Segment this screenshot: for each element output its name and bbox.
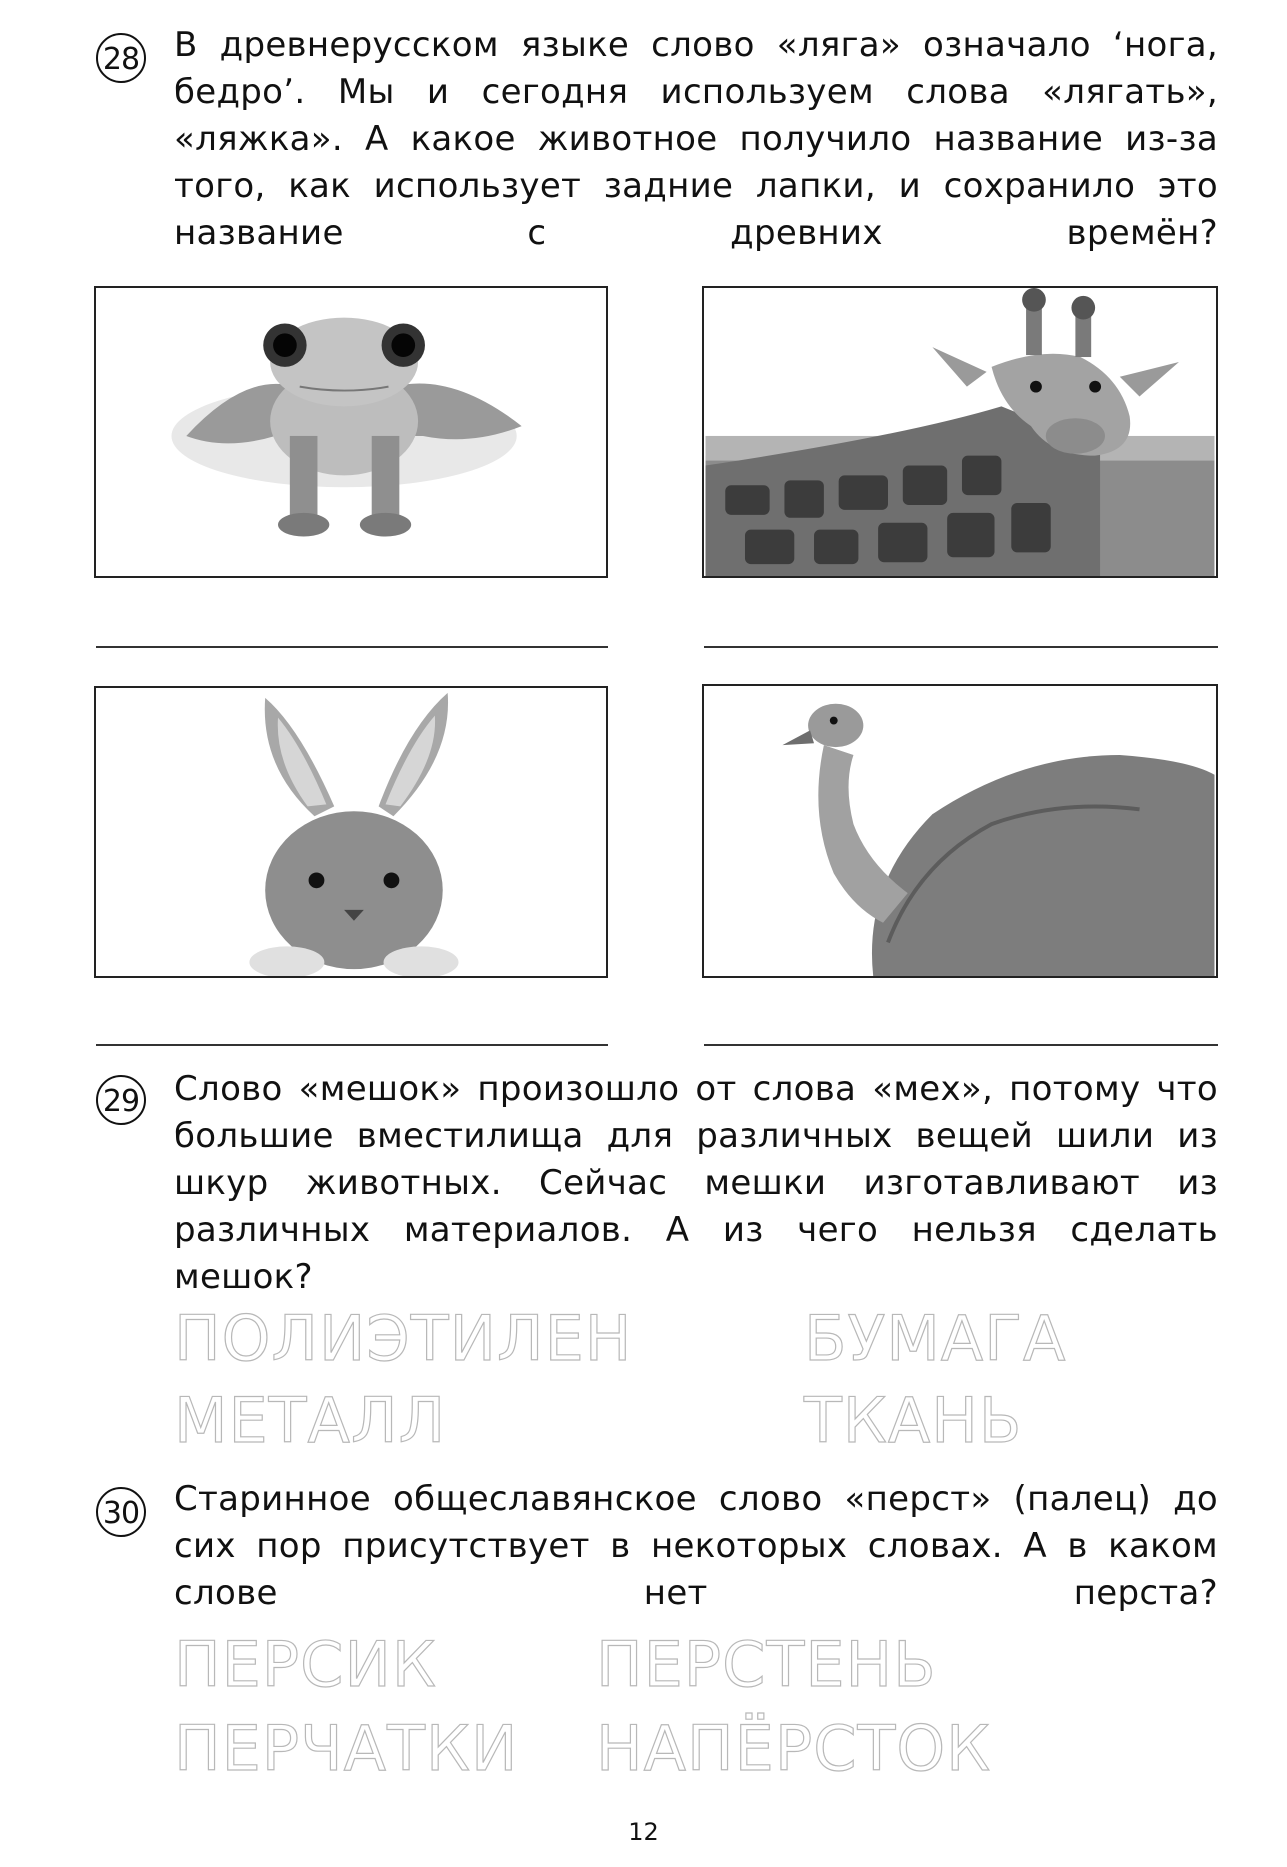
giraffe-photo bbox=[702, 286, 1218, 578]
ostrich-photo bbox=[702, 684, 1218, 978]
giraffe-image bbox=[704, 288, 1216, 576]
rabbit-photo bbox=[94, 686, 608, 978]
frog-image bbox=[96, 288, 606, 576]
rabbit-image bbox=[96, 688, 606, 976]
task-question-text: Слово «мешок» произошло от слова «мех», потому что большие вместилища для различных вещей шили из шкур животных. Сейчас мешки изготавливают из различных материалов. А из чего нельзя сделать мешок? bbox=[174, 1069, 1218, 1297]
answer-option[interactable]: ПЕРСИК bbox=[174, 1628, 437, 1701]
answer-option[interactable]: ПЕРСТЕНЬ bbox=[596, 1628, 937, 1701]
answer-option[interactable]: ПОЛИЭТИЛЕН bbox=[174, 1302, 633, 1375]
page-number: 12 bbox=[628, 1818, 659, 1846]
answer-option[interactable]: ПЕРЧАТКИ bbox=[174, 1712, 519, 1785]
answer-line[interactable] bbox=[96, 646, 608, 648]
task-question-text: Старинное общеславянское слово «перст» (палец) до сих пор присутствует в некоторых словах. А в каком слове нет перста? bbox=[174, 1479, 1218, 1613]
answer-option[interactable]: ТКАНЬ bbox=[804, 1384, 1023, 1457]
answer-line[interactable] bbox=[704, 646, 1218, 648]
answer-option[interactable]: МЕТАЛЛ bbox=[174, 1384, 447, 1457]
task-question-text: В древнерусском языке слово «ляга» означало ‘нога, бедро’. Мы и сегодня используем слова «лягать», «ляжка». А какое животное получило название из-за того, как использует задние лапки, и сохранило это название с древних времён? bbox=[174, 25, 1218, 253]
ostrich-image bbox=[704, 686, 1216, 976]
answer-line[interactable] bbox=[96, 1044, 608, 1046]
frog-photo bbox=[94, 286, 608, 578]
answer-option[interactable]: БУМАГА bbox=[804, 1302, 1067, 1375]
answer-option[interactable]: НАПЁРСТОК bbox=[596, 1712, 992, 1785]
task-number-badge: 30 bbox=[96, 1487, 146, 1537]
task-number-badge: 28 bbox=[96, 33, 146, 83]
answer-line[interactable] bbox=[704, 1044, 1218, 1046]
task-number-badge: 29 bbox=[96, 1075, 146, 1125]
